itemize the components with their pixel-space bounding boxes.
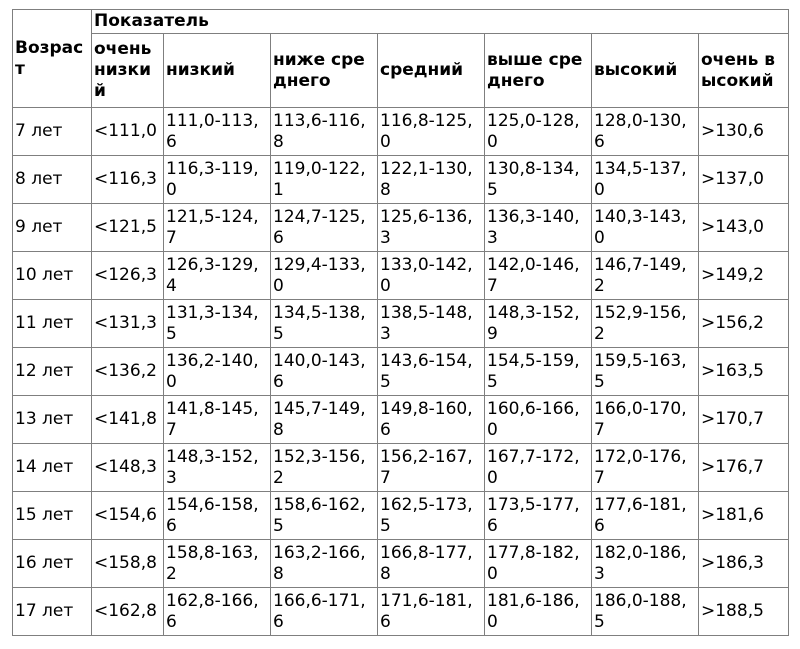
value-cell: <121,5 — [92, 204, 164, 252]
value-cell: 152,3-156,2 — [271, 444, 378, 492]
age-cell: 8 лет — [13, 156, 92, 204]
value-cell: 177,8-182,0 — [485, 540, 592, 588]
value-cell: >156,2 — [699, 300, 789, 348]
table-row — [13, 396, 789, 444]
value-cell: 136,3-140,3 — [485, 204, 592, 252]
table-row — [13, 252, 789, 300]
value-cell: >181,6 — [699, 492, 789, 540]
value-cell: >176,7 — [699, 444, 789, 492]
value-cell: <111,0 — [92, 108, 164, 156]
value-cell: 182,0-186,3 — [592, 540, 699, 588]
table-row — [13, 444, 789, 492]
value-cell: <131,3 — [92, 300, 164, 348]
value-cell: 145,7-149,8 — [271, 396, 378, 444]
table-row — [13, 540, 789, 588]
value-cell: 172,0-176,7 — [592, 444, 699, 492]
value-cell: 142,0-146,7 — [485, 252, 592, 300]
value-cell: 116,3-119,0 — [164, 156, 271, 204]
value-cell: <141,8 — [92, 396, 164, 444]
value-cell: 166,0-170,7 — [592, 396, 699, 444]
value-cell: 130,8-134,5 — [485, 156, 592, 204]
value-cell: <136,2 — [92, 348, 164, 396]
value-cell: 125,6-136,3 — [378, 204, 485, 252]
age-column-header: Возраст — [13, 10, 92, 108]
column-header: высокий — [592, 34, 699, 108]
value-cell: 141,8-145,7 — [164, 396, 271, 444]
value-cell: <162,8 — [92, 588, 164, 636]
value-cell: 128,0-130,6 — [592, 108, 699, 156]
value-cell: 162,8-166,6 — [164, 588, 271, 636]
value-cell: 113,6-116,8 — [271, 108, 378, 156]
age-cell: 14 лет — [13, 444, 92, 492]
value-cell: 154,5-159,5 — [485, 348, 592, 396]
value-cell: 134,5-137,0 — [592, 156, 699, 204]
column-header: очень низкий — [92, 34, 164, 108]
table-row — [13, 348, 789, 396]
value-cell: <148,3 — [92, 444, 164, 492]
header-row-columns — [13, 34, 789, 108]
value-cell: 177,6-181,6 — [592, 492, 699, 540]
value-cell: 171,6-181,6 — [378, 588, 485, 636]
value-cell: 121,5-124,7 — [164, 204, 271, 252]
value-cell: 156,2-167,7 — [378, 444, 485, 492]
value-cell: 148,3-152,9 — [485, 300, 592, 348]
table-row — [13, 300, 789, 348]
value-cell: 125,0-128,0 — [485, 108, 592, 156]
value-cell: 148,3-152,3 — [164, 444, 271, 492]
value-cell: 149,8-160,6 — [378, 396, 485, 444]
value-cell: 138,5-148,3 — [378, 300, 485, 348]
value-cell: >163,5 — [699, 348, 789, 396]
height-norms-table — [12, 9, 789, 636]
value-cell: 122,1-130,8 — [378, 156, 485, 204]
value-cell: 158,8-163,2 — [164, 540, 271, 588]
column-header: средний — [378, 34, 485, 108]
table-row — [13, 156, 789, 204]
table-row — [13, 108, 789, 156]
age-cell: 10 лет — [13, 252, 92, 300]
value-cell: >143,0 — [699, 204, 789, 252]
age-cell: 17 лет — [13, 588, 92, 636]
age-cell: 16 лет — [13, 540, 92, 588]
indicator-group-header: Показатель — [92, 10, 789, 34]
value-cell: >137,0 — [699, 156, 789, 204]
value-cell: 158,6-162,5 — [271, 492, 378, 540]
value-cell: 119,0-122,1 — [271, 156, 378, 204]
value-cell: 163,2-166,8 — [271, 540, 378, 588]
value-cell: 159,5-163,5 — [592, 348, 699, 396]
value-cell: <154,6 — [92, 492, 164, 540]
value-cell: 154,6-158,6 — [164, 492, 271, 540]
age-cell: 15 лет — [13, 492, 92, 540]
value-cell: 166,6-171,6 — [271, 588, 378, 636]
value-cell: 131,3-134,5 — [164, 300, 271, 348]
value-cell: 146,7-149,2 — [592, 252, 699, 300]
age-cell: 13 лет — [13, 396, 92, 444]
table-row — [13, 492, 789, 540]
value-cell: 116,8-125,0 — [378, 108, 485, 156]
value-cell: 133,0-142,0 — [378, 252, 485, 300]
value-cell: 111,0-113,6 — [164, 108, 271, 156]
value-cell: <116,3 — [92, 156, 164, 204]
value-cell: 166,8-177,8 — [378, 540, 485, 588]
value-cell: >188,5 — [699, 588, 789, 636]
value-cell: 124,7-125,6 — [271, 204, 378, 252]
column-header: выше среднего — [485, 34, 592, 108]
value-cell: <126,3 — [92, 252, 164, 300]
value-cell: 162,5-173,5 — [378, 492, 485, 540]
value-cell: >186,3 — [699, 540, 789, 588]
value-cell: >130,6 — [699, 108, 789, 156]
age-cell: 9 лет — [13, 204, 92, 252]
value-cell: 152,9-156,2 — [592, 300, 699, 348]
value-cell: <158,8 — [92, 540, 164, 588]
value-cell: 126,3-129,4 — [164, 252, 271, 300]
value-cell: >170,7 — [699, 396, 789, 444]
value-cell: 181,6-186,0 — [485, 588, 592, 636]
column-header: ниже среднего — [271, 34, 378, 108]
column-header: очень высокий — [699, 34, 789, 108]
value-cell: 143,6-154,5 — [378, 348, 485, 396]
value-cell: 140,3-143,0 — [592, 204, 699, 252]
age-cell: 12 лет — [13, 348, 92, 396]
table-row — [13, 204, 789, 252]
value-cell: 129,4-133,0 — [271, 252, 378, 300]
table-row — [13, 588, 789, 636]
age-cell: 11 лет — [13, 300, 92, 348]
value-cell: >149,2 — [699, 252, 789, 300]
column-header: низкий — [164, 34, 271, 108]
header-row-group — [13, 10, 789, 34]
value-cell: 140,0-143,6 — [271, 348, 378, 396]
age-cell: 7 лет — [13, 108, 92, 156]
value-cell: 186,0-188,5 — [592, 588, 699, 636]
table-body — [13, 108, 789, 636]
value-cell: 160,6-166,0 — [485, 396, 592, 444]
value-cell: 167,7-172,0 — [485, 444, 592, 492]
value-cell: 173,5-177,6 — [485, 492, 592, 540]
value-cell: 134,5-138,5 — [271, 300, 378, 348]
value-cell: 136,2-140,0 — [164, 348, 271, 396]
